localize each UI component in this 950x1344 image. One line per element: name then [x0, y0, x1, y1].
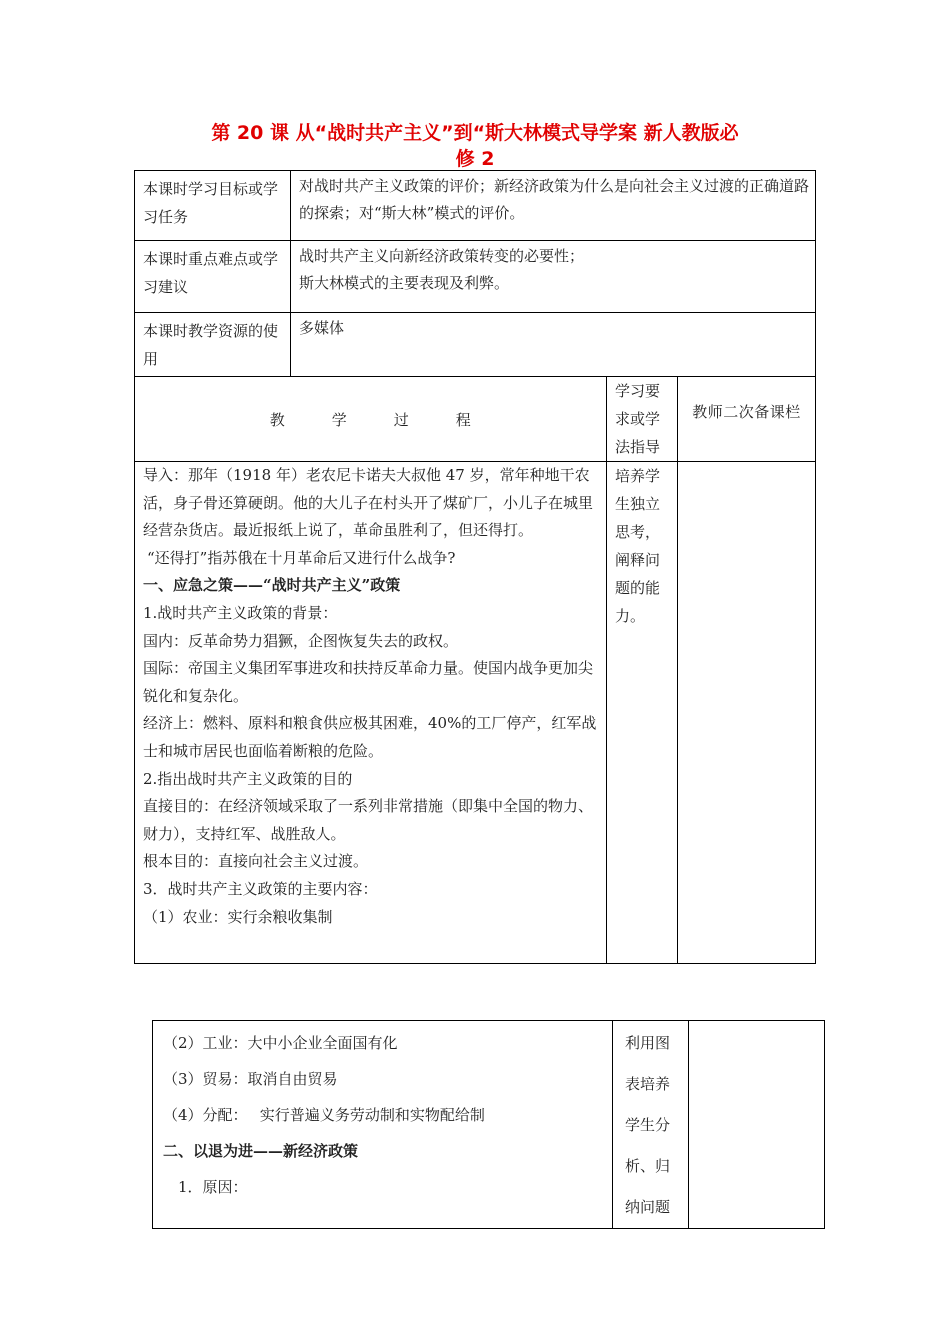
teaching-content [135, 462, 607, 964]
requirement-text: 利用图表培养学生分析、归纳问题 [613, 1021, 689, 1229]
content-line: 直接目的：在经济领域采取了一系列非常措施（即集中全国的物力、财力），支持红军、战胜敌人。 [143, 797, 594, 843]
lesson-plan-table-continued [152, 1020, 825, 1229]
teaching-content [153, 1021, 613, 1229]
table-row [135, 313, 816, 377]
section-heading: 二、以退为进——新经济政策 [163, 1142, 359, 1160]
table-header-row [135, 377, 816, 462]
question-line: “还得打”指苏俄在十月革命后又进行什么战争? [147, 548, 456, 567]
content-line: （3）贸易：取消自由贸易 [163, 1070, 338, 1088]
key-points-label: 本课时重点难点或学习建议 [135, 241, 291, 313]
content-line: （4）分配： 实行普遍义务劳动制和实物配给制 [163, 1106, 485, 1124]
page-title [0, 120, 950, 172]
table-row [153, 1021, 825, 1229]
content-line: 根本目的：直接向社会主义过渡。 [143, 852, 369, 871]
content-line: 国际：帝国主义集团军事进攻和扶持反革命力量。使国内战争更加尖锐化和复杂化。 [143, 659, 594, 705]
table-row [135, 241, 816, 313]
requirement-text: 培养学生独立思考，阐释问题的能力。 [607, 462, 678, 964]
title-line-1: 第 20 课 从“战时共产主义”到“斯大林模式导学案 新人教版必 [211, 122, 739, 144]
key-points-value [291, 241, 816, 313]
resources-value: 多媒体 [291, 313, 816, 377]
content-line: 经济上：燃料、原料和粮食供应极其困难，40%的工厂停产，红军战士和城市居民也面临着断粮的危险。 [143, 714, 597, 760]
goal-value: 对战时共产主义政策的评价；新经济政策为什么是向社会主义过渡的正确道路的探索；对“斯大林”模式的评价。 [291, 171, 816, 241]
content-line: 1．原因： [163, 1178, 248, 1196]
content-line: 国内：反革命势力猖獗，企图恢复失去的政权。 [143, 631, 459, 650]
content-line: 1.战时共产主义政策的背景： [143, 603, 338, 622]
content-line: 2.指出战时共产主义政策的目的 [143, 769, 353, 788]
table-row [135, 462, 816, 964]
teacher-notes-cell [689, 1021, 825, 1229]
content-line: （2）工业：大中小企业全面国有化 [163, 1034, 398, 1052]
section-heading: 一、应急之策——“战时共产主义”政策 [143, 576, 401, 595]
teacher-notes-header: 教师二次备课栏 [678, 377, 816, 462]
goal-label: 本课时学习目标或学习任务 [135, 171, 291, 241]
content-line: 3．战时共产主义政策的主要内容： [143, 879, 378, 898]
teacher-notes-cell [678, 462, 816, 964]
key-point-line: 斯大林模式的主要表现及利弊。 [299, 274, 510, 292]
table-row [135, 171, 816, 241]
requirement-header: 学习要求或学法指导 [607, 377, 678, 462]
lesson-plan-table [134, 170, 816, 964]
intro-paragraph: 导入：那年（1918 年）老农尼卡诺夫大叔他 47 岁，常年种地干农活，身子骨还算硬朗。他的大儿子在村头开了煤矿厂，小儿子在城里经营杂货店。最近报纸上说了，革命虽胜利了，但还得打。 [143, 466, 594, 540]
resources-label: 本课时教学资源的使用 [135, 313, 291, 377]
title-line-2: 修 2 [455, 148, 495, 170]
content-line: （1）农业：实行余粮收集制 [143, 907, 333, 926]
process-header: 教 学 过 程 [135, 377, 607, 462]
key-point-line: 战时共产主义向新经济政策转变的必要性； [299, 247, 585, 265]
